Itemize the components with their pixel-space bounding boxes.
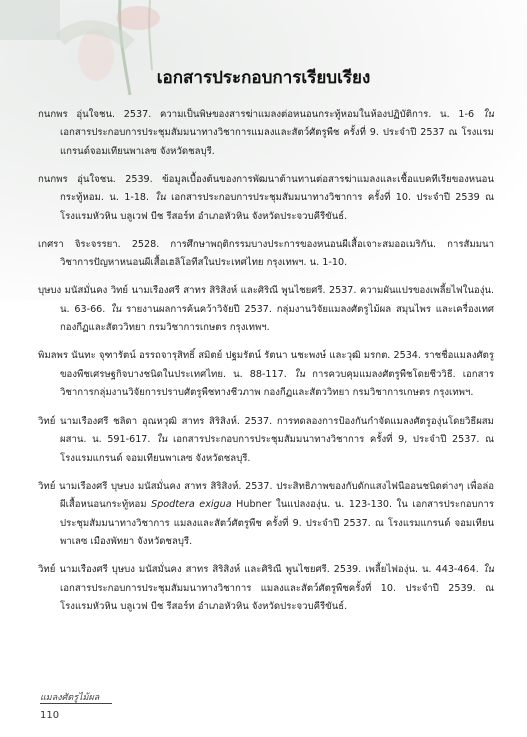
reference-list [38,96,494,623]
reference-entry: พิมลพร นันทะ จุฑารัตน์ อรรถจารุสิทธิ์ สมิตย์ ปฐมรัตน์ รัตนา นชะพงษ์ และวุฒิ มรกต. 2534. ราชชื่อแมลงศัตรูของพืชเศรษฐกิจบางชนิดในประเทศไทย. น. 88-117. ใน การควบคุมแมลงศัตรูพืชโดยชีววิธี. เอกสารวิชาการกลุ่มงานวิจัยการปราบศัตรูพืชทางชีวภาพ กองกีฏและสัตววิทยา กรมวิชาการเกษตร กรุงเทพฯ. [38,350,494,399]
reference-entry: กนกพร อุ่นใจชน. 2539. ข้อมูลเบื้องต้นของการพัฒนาต้านทานต่อสารฆ่าแมลงและเชื้อแบคทีเรียของหนอนกระทู้หอม. น. 1-18. ใน เอกสารประกอบการประชุมสัมมนาทางวิชาการ ครั้งที่ 10. ประจำปี 2539 ณ โรงแรมหัวหิน บลูเวฟ บีช รีสอร์ท อำเภอหัวหิน จังหวัดประจวบคีรีขันธ์. [38,173,494,222]
reference-entry: บุษบง มนัสมั่นคง วิทย์ นามเรืองศรี สาทร สิริสิงห์ และศิริณี พูนไชยศรี. 2537. ความผันแปรของเพลี้ยไฟในองุ่น. น. 63-66. ใน รายงานผลการค้นคว้าวิจัยปี 2537. กลุ่มงานวิจัยแมลงศัตรูไม้ผล สมุนไพร และเครื่องเทศ กองกีฏและสัตววิทยา กรมวิชาการเกษตร กรุงเทพฯ. [38,285,494,334]
reference-entry: กนกพร อุ่นใจชน. 2537. ความเป็นพิษของสารฆ่าแมลงต่อหนอนกระทู้หอมในห้องปฏิบัติการ. น. 1-6 ใน เอกสารประกอบการประชุมสัมมนาทางวิชาการแมลงและสัตว์ศัตรูพืช ครั้งที่ 9. ประจำปี 2537 ณ โรงแรมแกรนด์จอมเทียนพาเลซ จังหวัดชลบุรี. [38,108,494,157]
reference-entry: วิทย์ นามเรืองศรี บุษบง มนัสมั่นคง สาทร สิริสิงห์. 2537. ประสิทธิภาพของกับดักแสงไฟนีออนชนิดต่างๆ เพื่อล่อผีเสื้อหนอนกระทู้หอม Spodtera exigua Hubner ในแปลงองุ่น. น. 123-130. ใน เอกสารประกอบการประชุมสัมมนาทางวิชาการ แมลงและสัตว์ศัตรูพืช ครั้งที่ 9. ประจำปี 2537. ณ โรงแรมแกรนด์ จอมเทียนพาเลซ เมืองพัทยา จังหวัดชลบุรี. [38,480,494,548]
page-title: เอกสารประกอบการเรียบเรียง [156,68,371,88]
footer-book-title: แมลงศัตรูไม้ผล [40,693,100,703]
reference-entry: เกศรา จิระจรรยา. 2528. การศึกษาพฤติกรรมบางประการของหนอนผีเสื้อเจาะสมออเมริกัน. การสัมมนาวิชาการปัญหาหนอนผีเสื้อเฮลิโอทีสในประเทศไทย กรุงเทพฯ. น. 1-10. [38,238,494,269]
reference-entry: วิทย์ นามเรืองศรี ชลิดา อุณหวุฒิ สาทร สิริสิงห์. 2537. การทดลองการป้องกันกำจัดแมลงศัตรูองุ่นโดยวิธีผสมผสาน. น. 591-617. ใน เอกสารประกอบการประชุมสัมมนาทางวิชาการ ครั้งที่ 9, ประจำปี 2537. ณ โรงแรมแกรนด์ จอมเทียนพาเลซ จังหวัดชลบุรี. [38,415,494,464]
reference-entry: วิทย์ นามเรืองศรี บุษบง มนัสมั่นคง สาทร สิริสิงห์ และศิริณี พูนไชยศรี. 2539. เพลี้ยไฟองุ่น. น. 443-464. ใน เอกสารประกอบการประชุมสัมมนาทางวิชาการ แมลงและสัตว์ศัตรูพืชครั้งที่ 10. ประจำปี 2539. ณ โรงแรมหัวหิน บลูเวฟ บีช รีสอร์ท อำเภอหัวหิน จังหวัดประจวบคีรีขันธ์. [38,564,494,613]
page-number: 110 [40,710,60,721]
footer-divider [40,703,112,704]
